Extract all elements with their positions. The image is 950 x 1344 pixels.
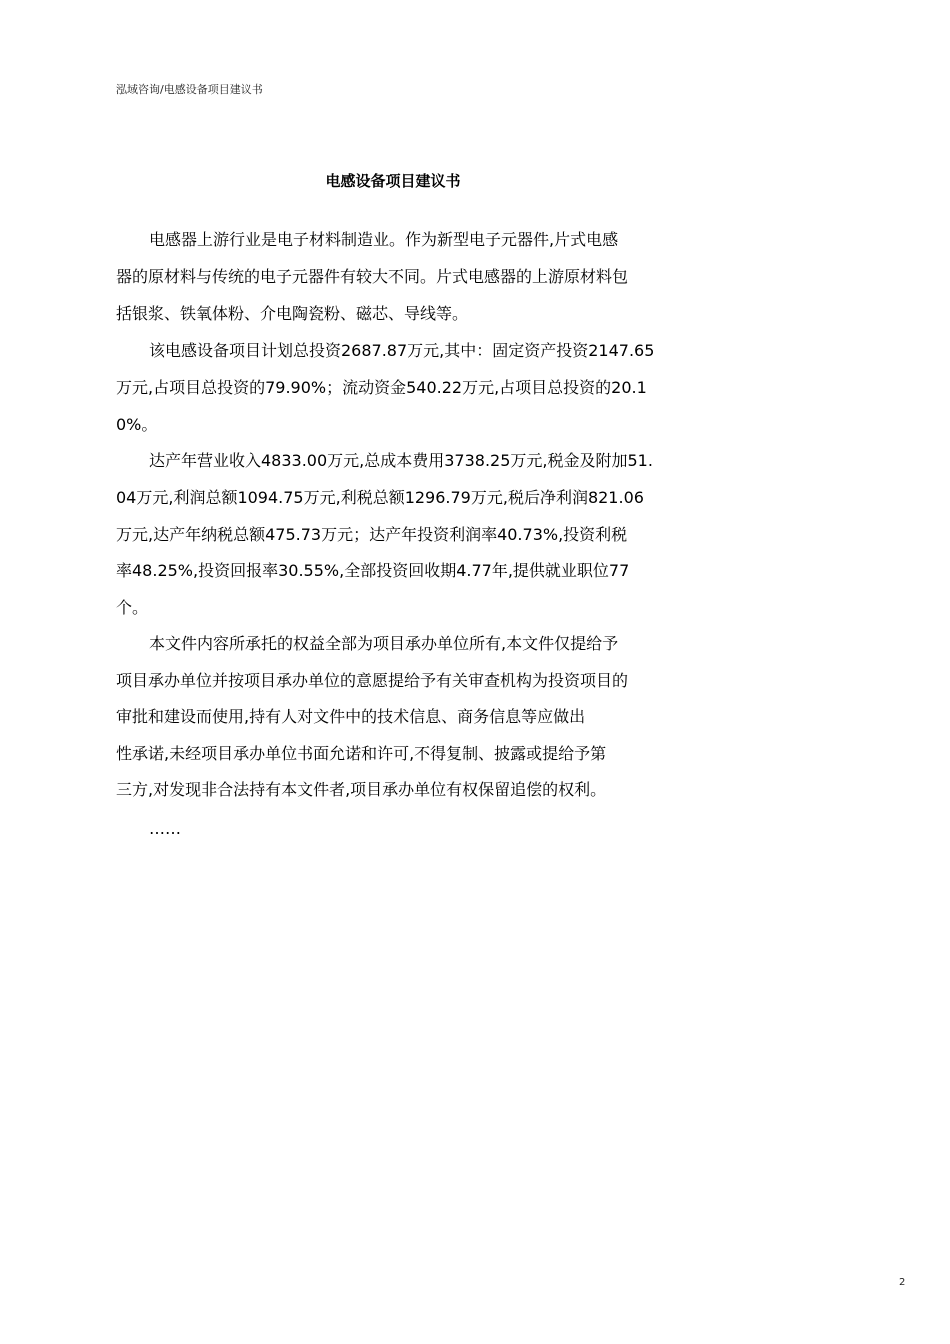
page-number: 2 — [899, 1277, 906, 1288]
paragraph-4-line-1: 本文件内容所承托的权益全部为项目承办单位所有,本文件仅提给予 — [149, 634, 619, 653]
paragraph-3-line-2: 04万元,利润总额1094.75万元,利税总额1296.79万元,税后净利润821.06 — [116, 488, 644, 507]
paragraph-2-line-3: 0%。 — [116, 415, 158, 434]
ellipsis: …… — [149, 819, 181, 838]
paragraph-4-line-3: 审批和建设而使用,持有人对文件中的技术信息、商务信息等应做出 — [116, 707, 586, 726]
paragraph-4-line-5: 三方,对发现非合法持有本文件者,项目承办单位有权保留追偿的权利。 — [116, 780, 607, 799]
paragraph-2-line-2: 万元,占项目总投资的79.90%；流动资金540.22万元,占项目总投资的20.1 — [116, 378, 647, 397]
paragraph-3-line-1: 达产年营业收入4833.00万元,总成本费用3738.25万元,税金及附加51. — [149, 451, 653, 470]
document-title: 电感设备项目建议书 — [325, 172, 461, 190]
paragraph-2-line-1: 该电感设备项目计划总投资2687.87万元,其中：固定资产投资2147.65 — [149, 341, 655, 360]
paragraph-1-line-3: 括银浆、铁氧体粉、介电陶瓷粉、磁芯、导线等。 — [116, 304, 469, 323]
paragraph-3-line-5: 个。 — [116, 598, 149, 617]
paragraph-1-line-2: 器的原材料与传统的电子元器件有较大不同。片式电感器的上游原材料包 — [116, 267, 629, 286]
paragraph-1-line-1: 电感器上游行业是电子材料制造业。作为新型电子元器件,片式电感 — [149, 230, 619, 249]
running-header: 泓域咨询/电感设备项目建议书 — [116, 83, 263, 96]
paragraph-4-line-4: 性承诺,未经项目承办单位书面允诺和许可,不得复制、披露或提给予第 — [116, 744, 607, 763]
paragraph-3-line-3: 万元,达产年纳税总额475.73万元；达产年投资利润率40.73%,投资利税 — [116, 525, 628, 544]
paragraph-4-line-2: 项目承办单位并按项目承办单位的意愿提给予有关审查机构为投资项目的 — [116, 671, 629, 690]
paragraph-3-line-4: 率48.25%,投资回报率30.55%,全部投资回收期4.77年,提供就业职位77 — [116, 561, 630, 580]
